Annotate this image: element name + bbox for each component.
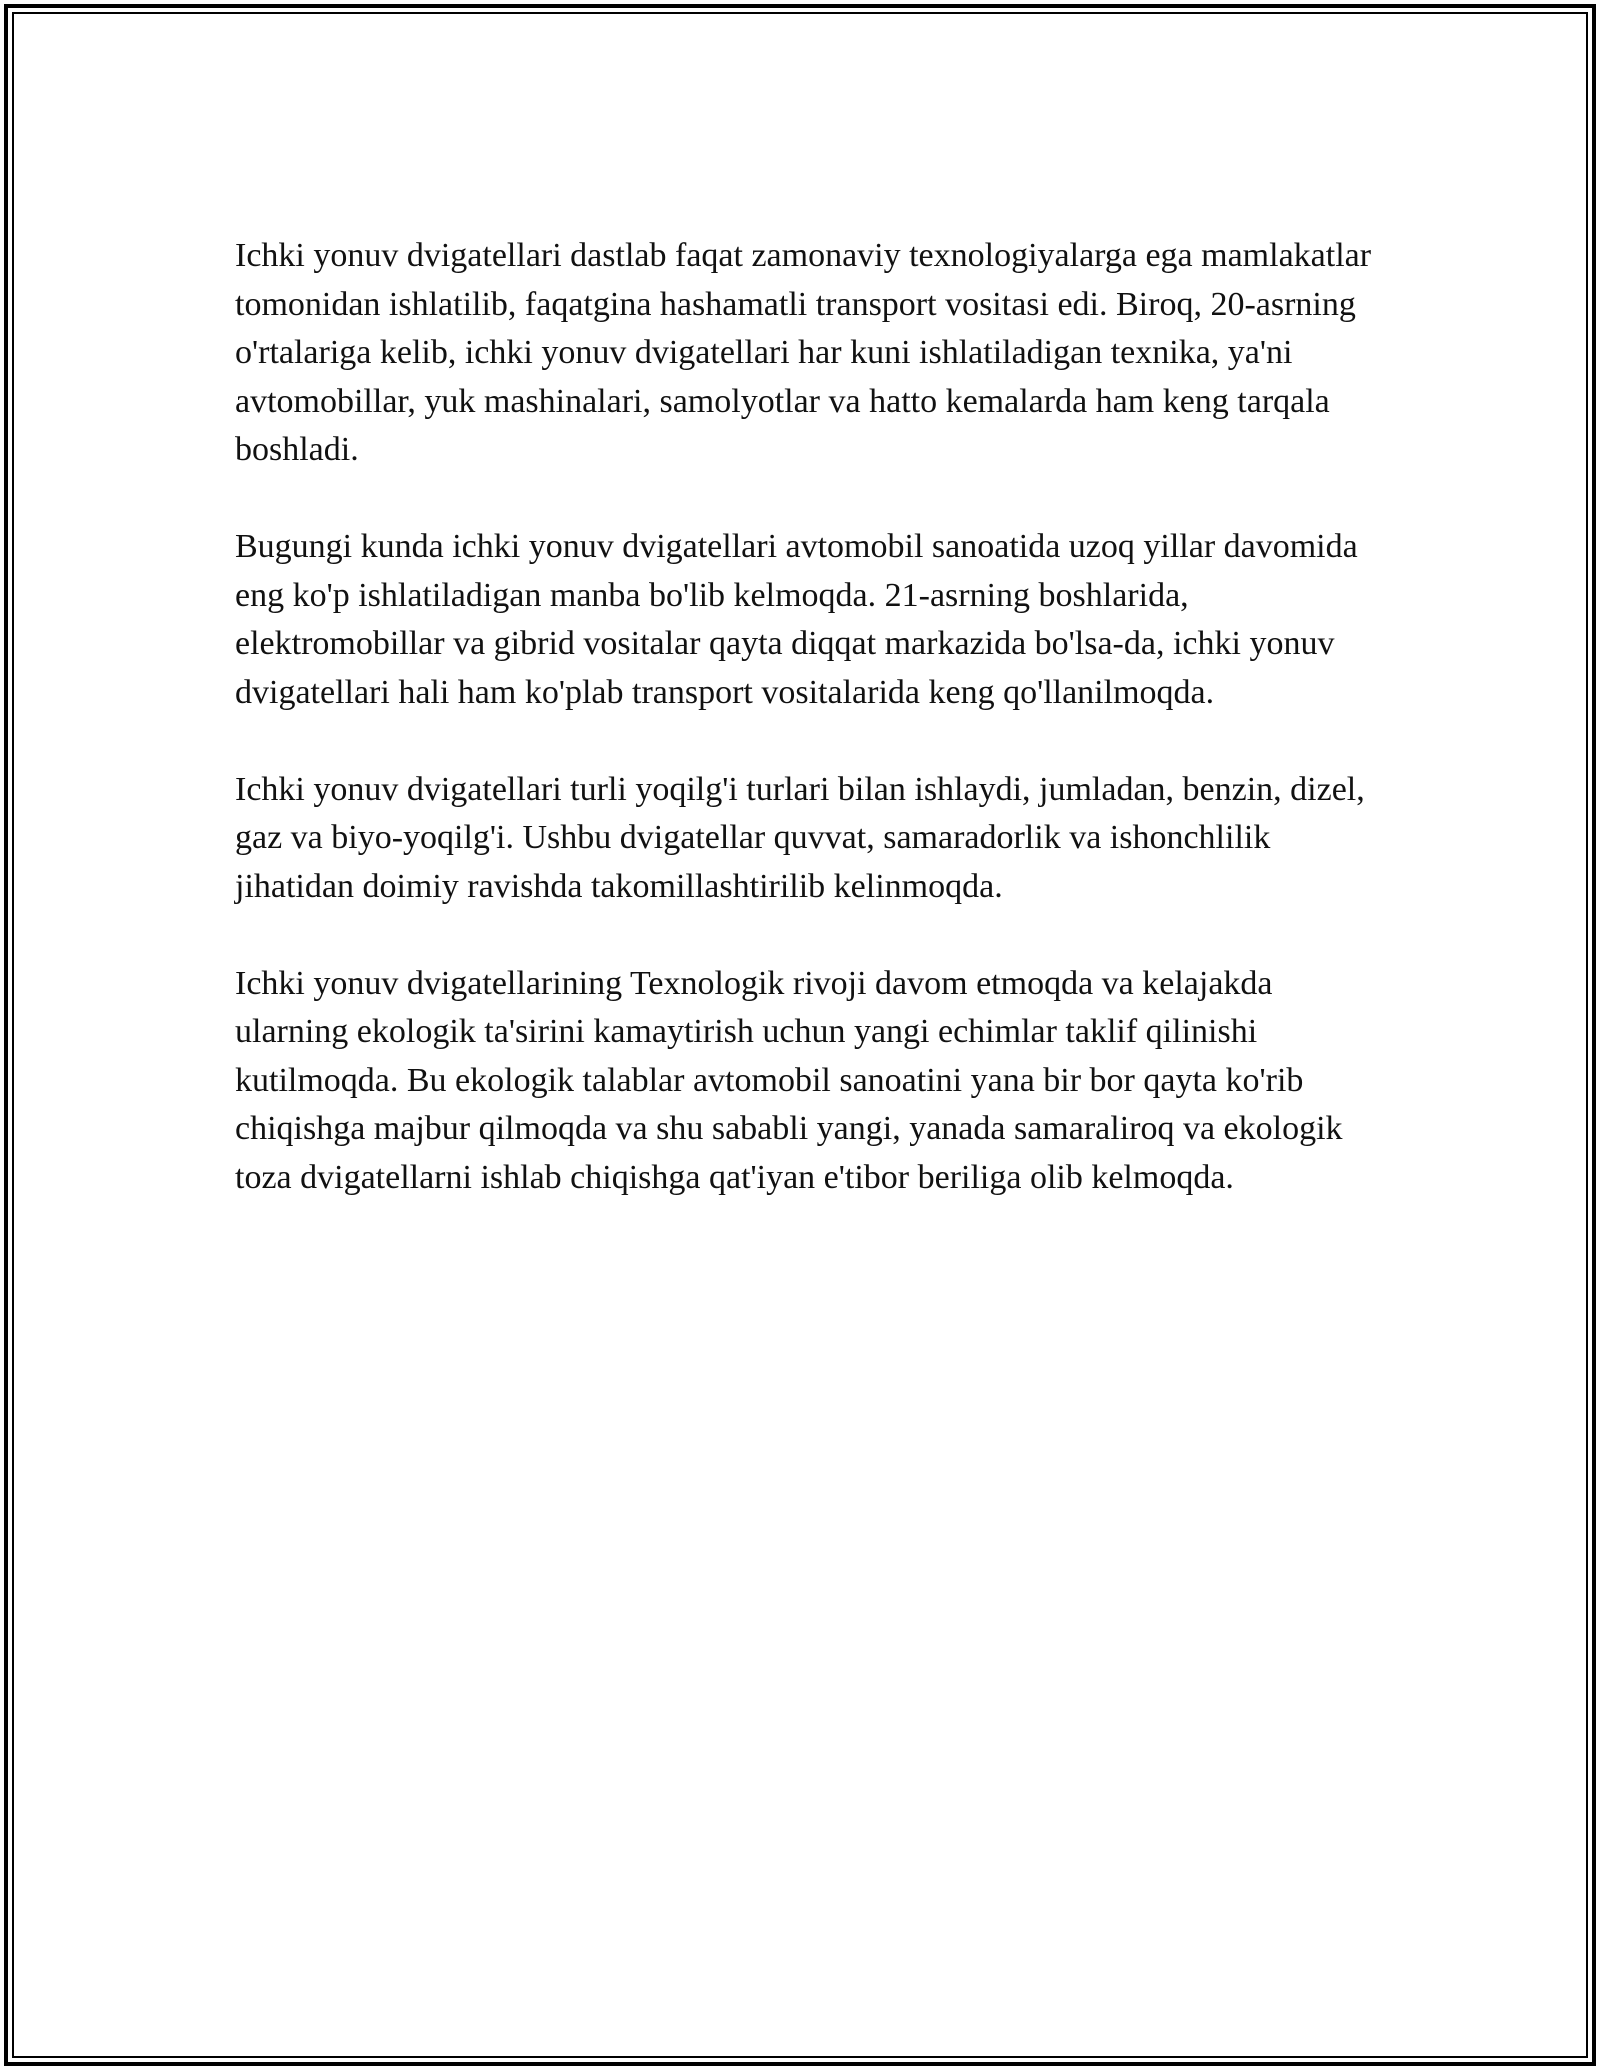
paragraph-3: Ichki yonuv dvigatellari turli yoqilg'i turlari bilan ishlaydi, jumladan, benzin, dizel, gaz va biyo-yoqilg'i. Ushbu dvigatellar quvvat, samaradorlik va ishonchlilik jihatidan doimiy ravishda takomillashtirilib kelinmoqda. — [235, 770, 1365, 905]
paragraph-2: Bugungi kunda ichki yonuv dvigatellari avtomobil sanoatida uzoq yillar davomida eng ko'p ishlatiladigan manba bo'lib kelmoqda. 21-asrning boshlarida, elektromobillar va gibrid vositalar qayta diqqat markazida bo'lsa-da, ichki yonuv dvigatellari hali ham ko'plab transport vositalarida keng qo'llanilmoqda. — [235, 528, 1358, 711]
document-body — [235, 232, 1385, 1251]
paragraph-4: Ichki yonuv dvigatellarining Texnologik rivoji davom etmoqda va kelajakda ularning ekologik ta'sirini kamaytirish uchun yangi echimlar taklif qilinishi kutilmoqda. Bu ekologik talablar avtomobil sanoatini yana bir bor qayta ko'rib chiqishga majbur qilmoqda va shu sababli yangi, yanada samaraliroq va ekologik toza dvigatellarni ishlab chiqishga qat'iyan e'tibor beriliga olib kelmoqda. — [235, 964, 1343, 1196]
paragraph-1: Ichki yonuv dvigatellari dastlab faqat zamonaviy texnologiyalarga ega mamlakatlar tomonidan ishlatilib, faqatgina hashamatli transport vositasi edi. Biroq, 20-asrning o'rtalariga kelib, ichki yonuv dvigatellari har kuni ishlatiladigan texnika, ya'ni avtomobillar, yuk mashinalari, samolyotlar va hatto kemalarda ham keng tarqala boshladi. — [235, 237, 1372, 468]
